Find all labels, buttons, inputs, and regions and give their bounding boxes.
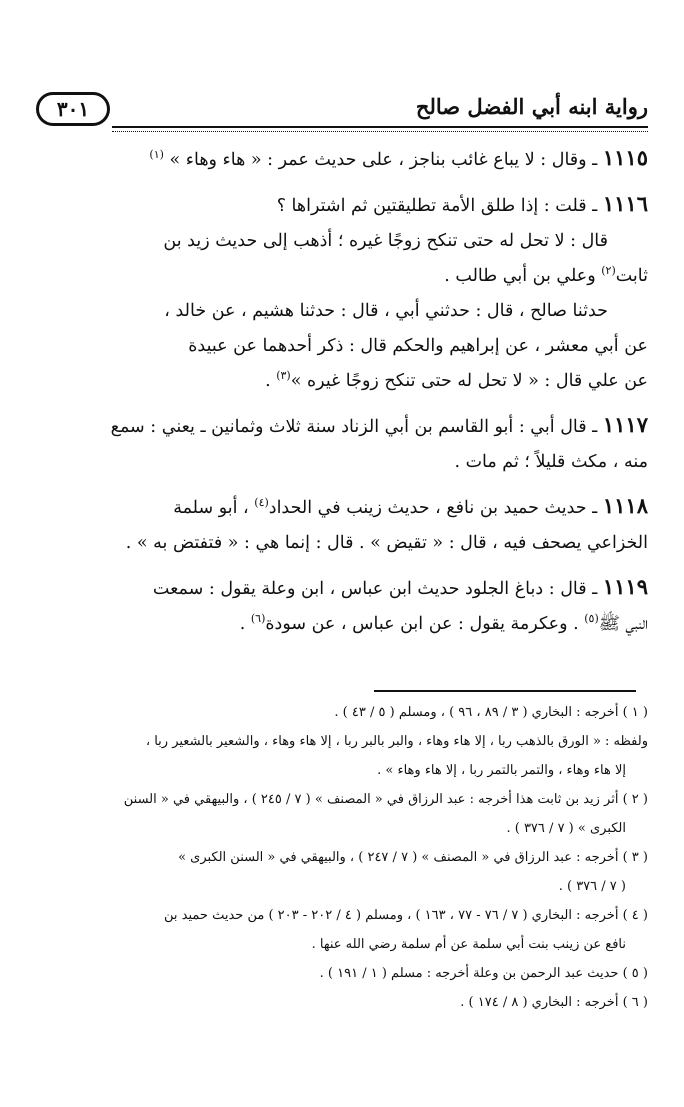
- entry-1117: [36, 407, 648, 480]
- entry-number: ١١١٨: [602, 493, 648, 518]
- entry-text: .: [239, 614, 251, 634]
- page-number: ٣٠١: [56, 97, 90, 121]
- entry-number: ١١١٦: [602, 191, 648, 216]
- entry-text: . وعكرمة يقول : عن ابن عباس ، عن سودة: [265, 614, 585, 634]
- entry-text: عن أبي معشر ، عن إبراهيم والحكم قال : ذكر أحدهما عن عبيدة: [188, 336, 648, 356]
- entry-1119: [36, 569, 648, 642]
- footnote-ref[interactable]: (٤): [254, 496, 269, 510]
- footnote-text: ولفظه : « الورق بالذهب ربا ، إلا هاء وهاء ، والبر بالبر ربا ، إلا هاء وهاء ، والشعير بالشعير ربا ،: [145, 734, 648, 749]
- entry-text: النبي ﷺ: [598, 614, 648, 634]
- main-text: [36, 140, 648, 650]
- entry-text: حدثنا صالح ، قال : حدثني أبي ، قال : حدثنا هشيم ، عن خالد ،: [164, 301, 608, 321]
- entry-1115: [36, 140, 648, 178]
- footnote-ref[interactable]: (١): [149, 148, 164, 162]
- entry-text: .: [265, 371, 277, 391]
- footnote-2: [36, 785, 648, 843]
- entry-1118: [36, 488, 648, 561]
- entry-text: منه ، مكث قليلاً ؛ ثم مات .: [454, 452, 648, 472]
- footnote-text: ( ٧ / ٣٧٦ ) .: [558, 879, 626, 894]
- footnote-ref[interactable]: (٥): [584, 612, 599, 626]
- entry-number: ١١١٧: [602, 412, 648, 437]
- footnote-text: نافع عن زينب بنت أبي سلمة عن أم سلمة رضي الله عنها .: [311, 937, 626, 952]
- footnote-text: ( ٤ ) أخرجه : البخاري ( ٧ / ٧٦ - ٧٧ ، ١٦٣ ) ، ومسلم ( ٤ / ٢٠٢ - ٢٠٣ ) من حديث حميد بن: [164, 908, 648, 923]
- header-rule: [112, 126, 648, 132]
- footnote-text: ( ١ ) أخرجه : البخاري ( ٣ / ٨٩ ، ٩٦ ) ، ومسلم ( ٥ / ٤٣ ) .: [334, 705, 648, 720]
- running-title: رواية ابنه أبي الفضل صالح: [415, 94, 648, 119]
- footnote-text: ( ٢ ) أثر زيد بن ثابت هذا أخرجه : عبد الرزاق في « المصنف » ( ٧ / ٢٤٥ ) ، والبيهقي في « السنن: [123, 792, 648, 807]
- page-number-badge: [36, 92, 110, 126]
- entry-text: ـ قال : دباغ الجلود حديث ابن عباس ، ابن وعلة يقول : سمعت: [152, 579, 598, 599]
- footnote-ref[interactable]: (٢): [601, 264, 616, 278]
- footnote-text: ( ٦ ) أخرجه : البخاري ( ٨ / ١٧٤ ) .: [460, 995, 648, 1010]
- entry-text: عن علي قال : « لا تحل له حتى تنكح زوجًا غيره »: [290, 371, 648, 391]
- footnote-ref[interactable]: (٣): [276, 369, 291, 383]
- footnote-text: ( ٥ ) حديث عبد الرحمن بن وعلة أخرجه : مسلم ( ١ / ١٩١ ) .: [319, 966, 648, 981]
- entry-text: ، أبو سلمة: [173, 498, 255, 518]
- entry-text: ـ قال أبي : أبو القاسم بن أبي الزناد سنة ثلاث وثمانين ـ يعني : سمع: [110, 417, 598, 437]
- footnote-ref[interactable]: (٦): [250, 612, 266, 626]
- entry-text: ـ حديث حميد بن نافع ، حديث زينب في الحداد: [268, 498, 598, 518]
- footnote-text: ( ٣ ) أخرجه : عبد الرزاق في « المصنف » ( ٧ / ٢٤٧ ) ، والبيهقي في « السنن الكبرى »: [178, 850, 648, 865]
- footnote-6: [36, 988, 648, 1017]
- footnote-text: إلا هاء وهاء ، والتمر بالتمر ربا ، إلا هاء وهاء » .: [377, 763, 626, 778]
- entry-1116: [36, 186, 648, 399]
- entry-text: ثابت: [615, 266, 648, 286]
- page-header: [36, 92, 648, 132]
- footnote-3: [36, 843, 648, 901]
- entry-text: الخزاعي يصحف فيه ، قال : « تقيض » . قال : إنما هي : « فتفتض به » .: [125, 533, 648, 553]
- footnote-4: [36, 901, 648, 959]
- entry-text: ـ وقال : لا يباع غائب بناجز ، على حديث عمر : « هاء وهاء »: [169, 150, 598, 170]
- entry-number: ١١١٥: [602, 145, 648, 170]
- entry-text: قال : لا تحل له حتى تنكح زوجًا غيره ؛ أذهب إلى حديث زيد بن: [163, 231, 608, 251]
- entry-text: ـ قلت : إذا طلق الأمة تطليقتين ثم اشتراها ؟: [276, 196, 598, 216]
- footnote-text: الكبرى » ( ٧ / ٣٧٦ ) .: [506, 821, 626, 836]
- footnote-1: [36, 698, 648, 785]
- entry-number: ١١١٩: [602, 574, 648, 599]
- footnote-separator: [374, 690, 636, 692]
- footnote-5: [36, 959, 648, 988]
- footnotes: [36, 698, 648, 1017]
- entry-text: وعلي بن أبي طالب .: [444, 266, 602, 286]
